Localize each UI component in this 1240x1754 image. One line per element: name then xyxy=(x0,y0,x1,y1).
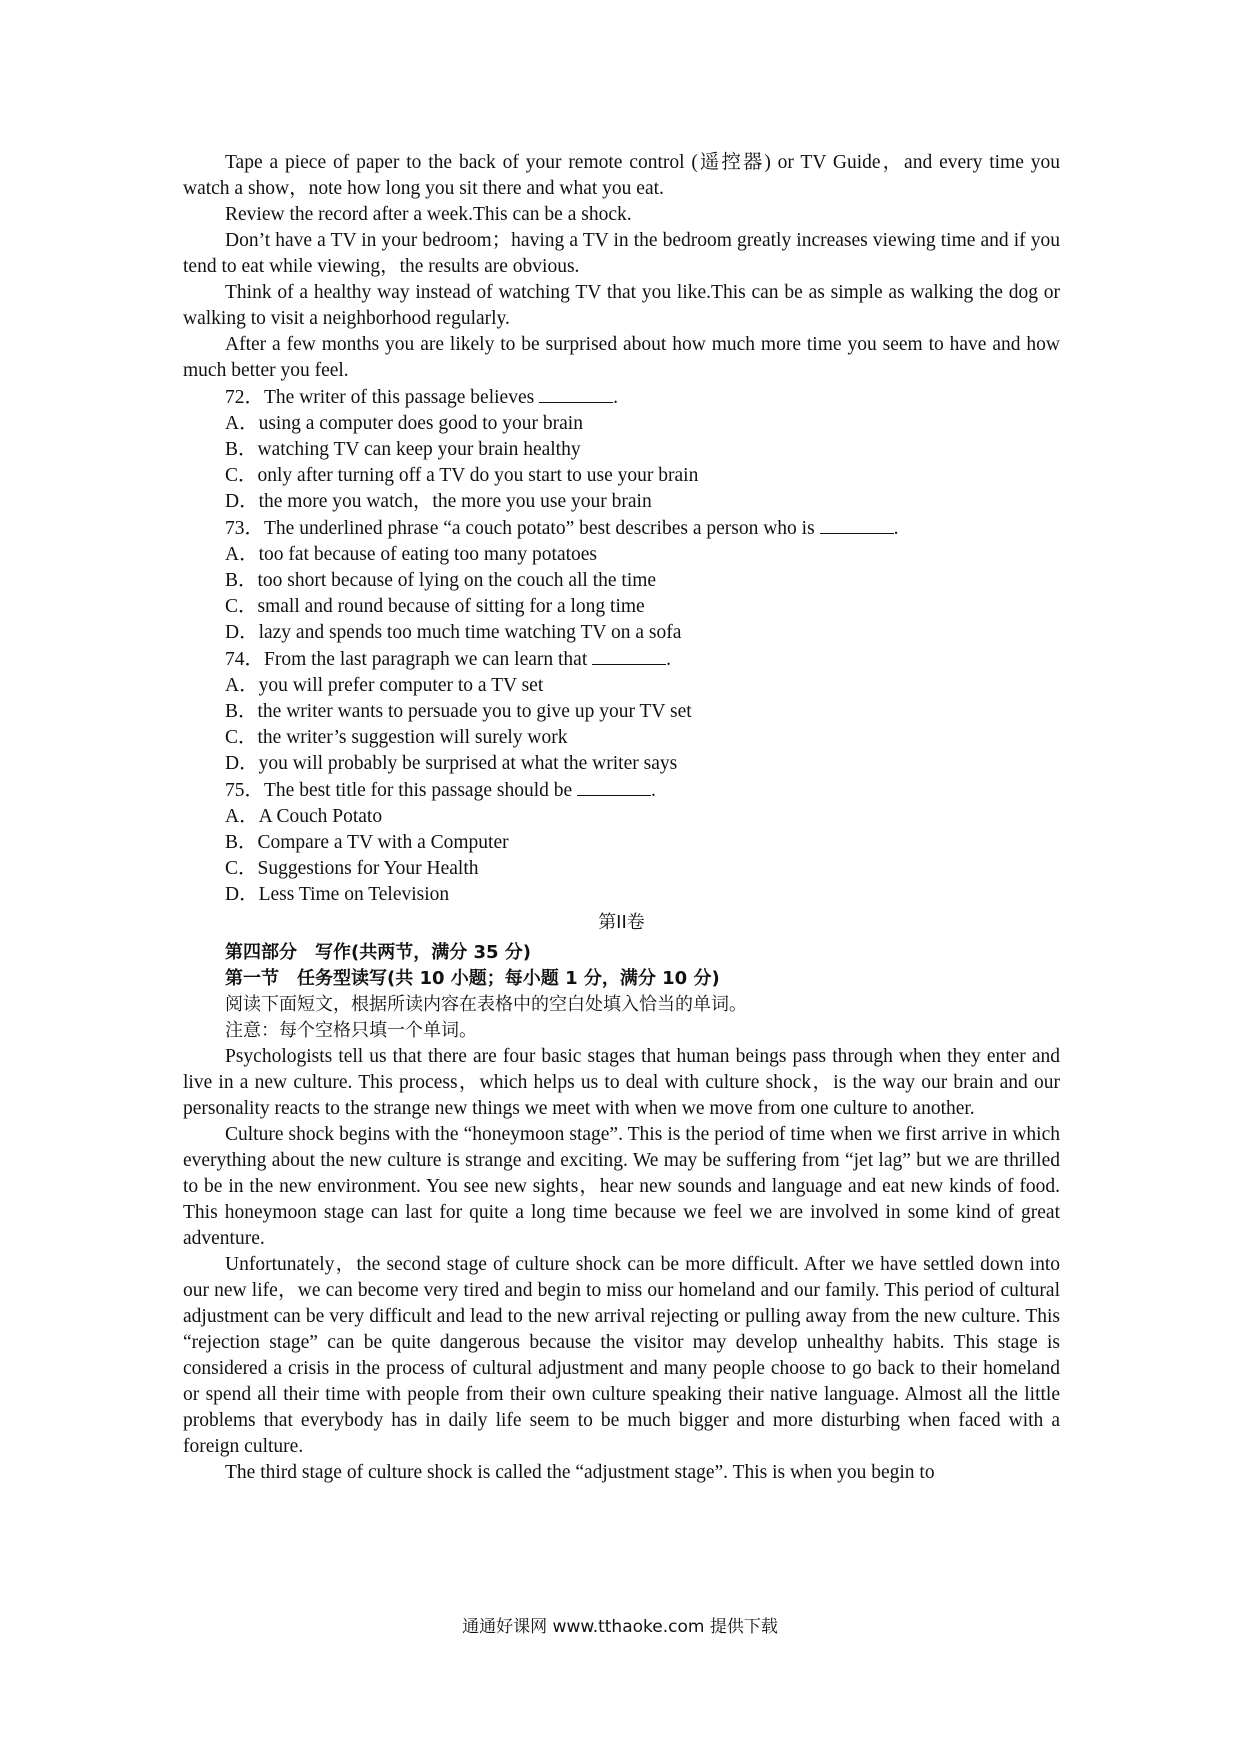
option-a: A．you will prefer computer to a TV set xyxy=(225,675,544,696)
question-stem: 73．The underlined phrase “a couch potato” best describes a person who is . xyxy=(183,515,1060,542)
paragraph: Review the record after a week.This can be a shock. xyxy=(225,204,632,225)
option-b: B．Compare a TV with a Computer xyxy=(225,832,509,853)
option-d: D．you will probably be surprised at what the writer says xyxy=(225,753,678,774)
question-stem: 74．From the last paragraph we can learn that . xyxy=(183,646,1060,673)
question-72 xyxy=(183,384,1060,515)
document-page xyxy=(183,150,1060,1486)
note-text: 注意：每个空格只填一个单词。 xyxy=(225,1020,477,1041)
volume-title: 第II卷 xyxy=(598,912,645,933)
answer-blank xyxy=(577,777,651,796)
paragraph: Think of a healthy way instead of watching TV that you like.This can be as simple as walking the dog or walking to visit a neighborhood regularly. xyxy=(183,282,1060,329)
option-b: B．too short because of lying on the couch all the time xyxy=(225,570,657,591)
section-heading: 第一节 任务型读写(共 10 小题；每小题 1 分，满分 10 分) xyxy=(225,968,720,989)
paragraph: Psychologists tell us that there are four basic stages that human beings pass through when they enter and live in a new culture. This process，which helps us to deal with culture shock，is the way our brain and our personality reacts to the strange new things we meet with when we move from one culture to another. xyxy=(183,1046,1060,1119)
question-stem: 75．The best title for this passage should be . xyxy=(183,777,1060,804)
option-d: D．lazy and spends too much time watching TV on a sofa xyxy=(225,622,682,643)
page-footer: 通通好课网 www.tthaoke.com 提供下载 xyxy=(462,1617,778,1637)
paragraph: Culture shock begins with the “honeymoon stage”. This is the period of time when we first arrive in which everything about the new culture is strange and exciting. We may be suffering from “jet lag” but we are thrilled to be in the new environment. You see new sights，hear new sounds and language and eat new kinds of food. This honeymoon stage can last for quite a long time because we feel we are involved in some kind of great adventure. xyxy=(183,1124,1060,1249)
question-74 xyxy=(183,646,1060,777)
paragraph: Tape a piece of paper to the back of your remote control (遥控器) or TV Guide，and every time you watch a show，note how long you sit there and what you eat. xyxy=(183,152,1060,199)
paragraph: Unfortunately，the second stage of culture shock can be more difficult. After we have settled down into our new life，we can become very tired and begin to miss our homeland and our family. This period of cultural adjustment can be very difficult and lead to the new arrival rejecting or pulling away from the new culture. This “rejection stage” can be quite dangerous because the visitor may develop unhealthy habits. This stage is considered a crisis in the process of cultural adjustment and many people choose to go back to their homeland or spend all their time with people from their own culture speaking their native language. Almost all the little problems that everybody has in daily life seem to be much bigger and more disturbing when faced with a foreign culture. xyxy=(183,1254,1060,1457)
option-c: C．Suggestions for Your Health xyxy=(225,858,479,879)
question-73 xyxy=(183,515,1060,646)
option-a: A．using a computer does good to your brain xyxy=(225,413,583,434)
option-a: A．too fat because of eating too many potatoes xyxy=(225,544,598,565)
paragraph: After a few months you are likely to be surprised about how much more time you seem to have and how much better you feel. xyxy=(183,334,1060,381)
answer-blank xyxy=(539,384,613,403)
option-d: D．Less Time on Television xyxy=(225,884,450,905)
option-c: C．the writer’s suggestion will surely work xyxy=(225,727,568,748)
paragraph: Don’t have a TV in your bedroom；having a TV in the bedroom greatly increases viewing time and if you tend to eat while viewing，the results are obvious. xyxy=(183,230,1060,277)
answer-blank xyxy=(820,515,894,534)
option-b: B．watching TV can keep your brain healthy xyxy=(225,439,581,460)
option-d: D．the more you watch，the more you use your brain xyxy=(225,491,652,512)
option-a: A．A Couch Potato xyxy=(225,806,383,827)
instruction-text: 阅读下面短文，根据所读内容在表格中的空白处填入恰当的单词。 xyxy=(225,994,747,1015)
question-75 xyxy=(183,777,1060,908)
culture-passage xyxy=(183,1044,1060,1486)
option-b: B．the writer wants to persuade you to give up your TV set xyxy=(225,701,692,722)
part-heading: 第四部分 写作(共两节，满分 35 分) xyxy=(225,942,532,963)
question-stem: 72．The writer of this passage believes . xyxy=(183,384,1060,411)
answer-blank xyxy=(592,646,666,665)
passage-end xyxy=(183,150,1060,384)
paragraph: The third stage of culture shock is called the “adjustment stage”. This is when you begin to xyxy=(225,1462,935,1483)
option-c: C．only after turning off a TV do you start to use your brain xyxy=(225,465,699,486)
option-c: C．small and round because of sitting for a long time xyxy=(225,596,645,617)
